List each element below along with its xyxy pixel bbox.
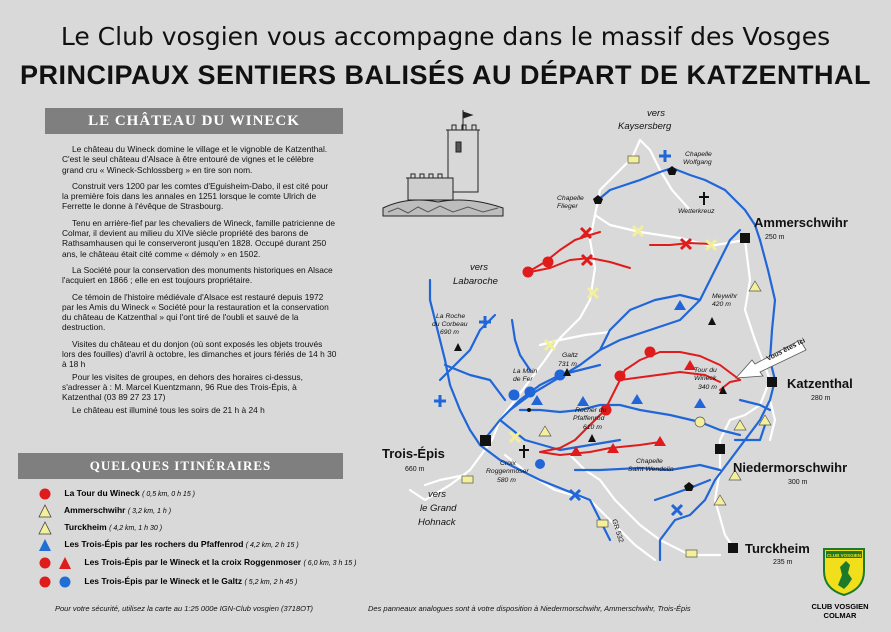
place-text: 690 m [440, 329, 459, 336]
legend-item-detail: ( 6,0 km, 3 h 15 ) [303, 560, 357, 567]
header-line-2: PRINCIPAUX SENTIERS BALISÉS AU DÉPART DE KATZENTHAL [19, 60, 872, 90]
legend-item-detail: ( 0,5 km, 0 h 15 ) [142, 491, 195, 498]
chateau-heading: LE CHÂTEAU DU WINECK [45, 108, 343, 134]
place-text: Saint Wendelin [628, 466, 674, 473]
place-text: 420 m [712, 301, 731, 308]
red-circle-marker [645, 347, 656, 358]
footer-left: Pour votre sécurité, utilisez la carte au 1:25 000e IGN-Club vosgien (3718OT) [55, 604, 314, 613]
town-name: Katzenthal [787, 376, 853, 391]
town-square [715, 444, 725, 454]
red-circle-marker [543, 257, 554, 268]
place-labels [432, 151, 738, 484]
blue-triangle-marker [694, 398, 706, 408]
club-name-line: COLMAR [823, 611, 857, 620]
header-line-1: Le Club vosgien vous accompagne dans le massif des Vosges [60, 22, 831, 51]
place-text: La Roche [436, 313, 466, 320]
legend-item-name: Les Trois-Épis par les rochers du Pfaffenrod [64, 539, 244, 549]
place-text: Wetterkreuz [678, 208, 715, 215]
legend-item-name: La Tour du Wineck [64, 488, 140, 498]
legend-item-detail: ( 4,2 km, 2 h 15 ) [245, 542, 299, 549]
chapel-icon [667, 166, 677, 175]
place-text: Rocher du [575, 407, 607, 414]
chateau-paragraph: Le château du Wineck domine le village et le vignoble de Katzenthal. C'est le seul château d'Alsace à être entouré de vignes et le célèbre grand cru « Wineck-Schlossberg » en tire son nom. [62, 144, 328, 175]
place-text: Galtz [562, 352, 578, 359]
town-square [767, 377, 777, 387]
town-alt: 280 m [811, 395, 831, 402]
red-circle-marker [523, 267, 534, 278]
town-squares [480, 233, 777, 553]
trail-markers [434, 150, 771, 557]
direction-text: vers [470, 262, 488, 273]
direction-text: Labaroche [453, 276, 498, 287]
legend-item-name: Les Trois-Épis par le Wineck et la croix Roggenmoser [84, 557, 302, 567]
chateau-paragraph: Tenu en arrière-fief par les chevaliers de Wineck, famille patricienne de Colmar, il devient au milieu du XIVe siècle propriété des barons de Rathsamhausen qui le conserveront jusqu'en 1828. Occupé durant 250 ans, le château était cité comme « démoly » en 1502. [62, 217, 336, 259]
direction-text: Kaysersberg [618, 121, 672, 132]
place-text: 731 m [558, 361, 577, 368]
place-text: Meywihr [712, 293, 738, 300]
legend-item-detail: ( 3,2 km, 1 h ) [127, 508, 172, 515]
blue-triangle-marker [674, 300, 686, 310]
place-text: du Corbeau [432, 321, 468, 328]
town-alt: 300 m [788, 479, 808, 486]
place-text: Chapelle [636, 458, 663, 465]
town-alt: 235 m [773, 559, 793, 566]
place-text: Chapelle [557, 195, 584, 202]
place-text: Chapelle [685, 151, 712, 158]
place-text: 610 m [583, 424, 602, 431]
chateau-paragraph: La Société pour la conservation des monuments historiques en Alsace l'acquiert en 1866 ; elle en est toujours propriétaire. [62, 264, 333, 286]
club-badge-text: CLUB VOSGIEN [826, 553, 862, 558]
place-text: Pfaffenrod [573, 415, 605, 422]
summit-dot [527, 408, 531, 412]
cross-icon [699, 192, 709, 205]
chateau-paragraph: Construit vers 1200 par les comtes d'Eguisheim-Dabo, il est cité pour la première fois dans les annales en 1251 lorsque le comte Ulrich de Ferrette le donne à l'évêque de Strasbourg. [62, 180, 329, 212]
itineraires-heading: QUELQUES ITINÉRAIRES [18, 453, 343, 479]
place-text: de Fer [513, 376, 533, 383]
direction-text: vers [647, 108, 665, 119]
red-circle-marker [615, 371, 626, 382]
direction-text: Hohnack [418, 517, 456, 528]
yellow-circle-marker [695, 417, 705, 427]
blue-triangle-marker [577, 396, 589, 406]
blue-triangle-marker [631, 394, 643, 404]
red-trails [528, 232, 740, 455]
red-triangle-marker [654, 436, 666, 446]
place-text: Roggenmoser [486, 468, 529, 475]
chateau-paragraph: Pour les visites de groupes, en dehors des horaires ci-dessus, s'adresser à : M. Marcel Kuentzmann, 96 Rue des Trois-Épis, à Katzenthal (03 89 27 23 17) [62, 371, 303, 403]
town-square [480, 435, 491, 446]
summit-icon [454, 343, 462, 351]
chateau-paragraph: Visites du château et du donjon (où sont exposés les objets trouvés lors des fouilles) d'avril à octobre, les dimanches et jours fériés de 14 h 30 à 18 h [62, 338, 337, 370]
club-name [800, 602, 880, 620]
town-name: Ammerschwihr [754, 215, 848, 230]
chapel-icon [684, 482, 694, 491]
town-square [740, 233, 750, 243]
gr-label: GR 532 [610, 518, 625, 544]
town-name: Trois-Épis [382, 446, 445, 461]
legend-item-detail: ( 4,2 km, 1 h 30 ) [109, 525, 163, 532]
blue-circle-marker [509, 390, 520, 401]
legend-item-name: Les Trois-Épis par le Wineck et le Galtz [84, 576, 243, 586]
legend-item-detail: ( 5,2 km, 2 h 45 ) [244, 579, 298, 586]
chateau-paragraph: Ce témoin de l'histoire médiévale d'Alsace est restauré depuis 1972 par les Amis du Wineck « Société pour la restauration et la conservation du château de Katzenthal » qui l'ont tiré de l'oubli et sauvé de la destruction. [62, 291, 329, 333]
chateau-paragraph: Le château est illuminé tous les soirs de 21 h à 24 h [72, 404, 265, 415]
cross-icon [519, 445, 529, 458]
place-text: La Main [513, 368, 538, 375]
town-alt: 660 m [405, 466, 425, 473]
place-text: Croix [500, 460, 516, 467]
place-text: Wineck [694, 375, 717, 382]
place-text: Wolfgang [683, 159, 712, 166]
club-name-line: CLUB VOSGIEN [811, 602, 869, 611]
blue-circle-marker [525, 387, 536, 398]
you-are-here-text: Vous êtes ici [765, 337, 807, 363]
blue-circle-marker [535, 459, 545, 469]
place-text: 580 m [497, 477, 516, 484]
place-text: Tour du [694, 367, 717, 374]
summit-icon [588, 434, 596, 442]
direction-text: vers [428, 489, 446, 500]
legend-item-name: Ammerschwihr [64, 505, 126, 515]
club-vosgien-logo [820, 545, 868, 597]
place-text: 340 m [698, 384, 717, 391]
town-alt: 250 m [765, 234, 785, 241]
town-square [728, 543, 738, 553]
legend-item-name: Turckheim [64, 522, 107, 532]
place-text: Flieger [557, 203, 578, 210]
town-name: Turckheim [745, 541, 810, 556]
summit-icon [708, 317, 716, 325]
footer-right: Des panneaux analogues sont à votre disposition à Niedermorschwihr, Ammerschwihr, Trois-Épis [368, 604, 691, 613]
direction-text: le Grand [420, 503, 457, 514]
town-name: Niedermorschwihr [733, 460, 848, 475]
